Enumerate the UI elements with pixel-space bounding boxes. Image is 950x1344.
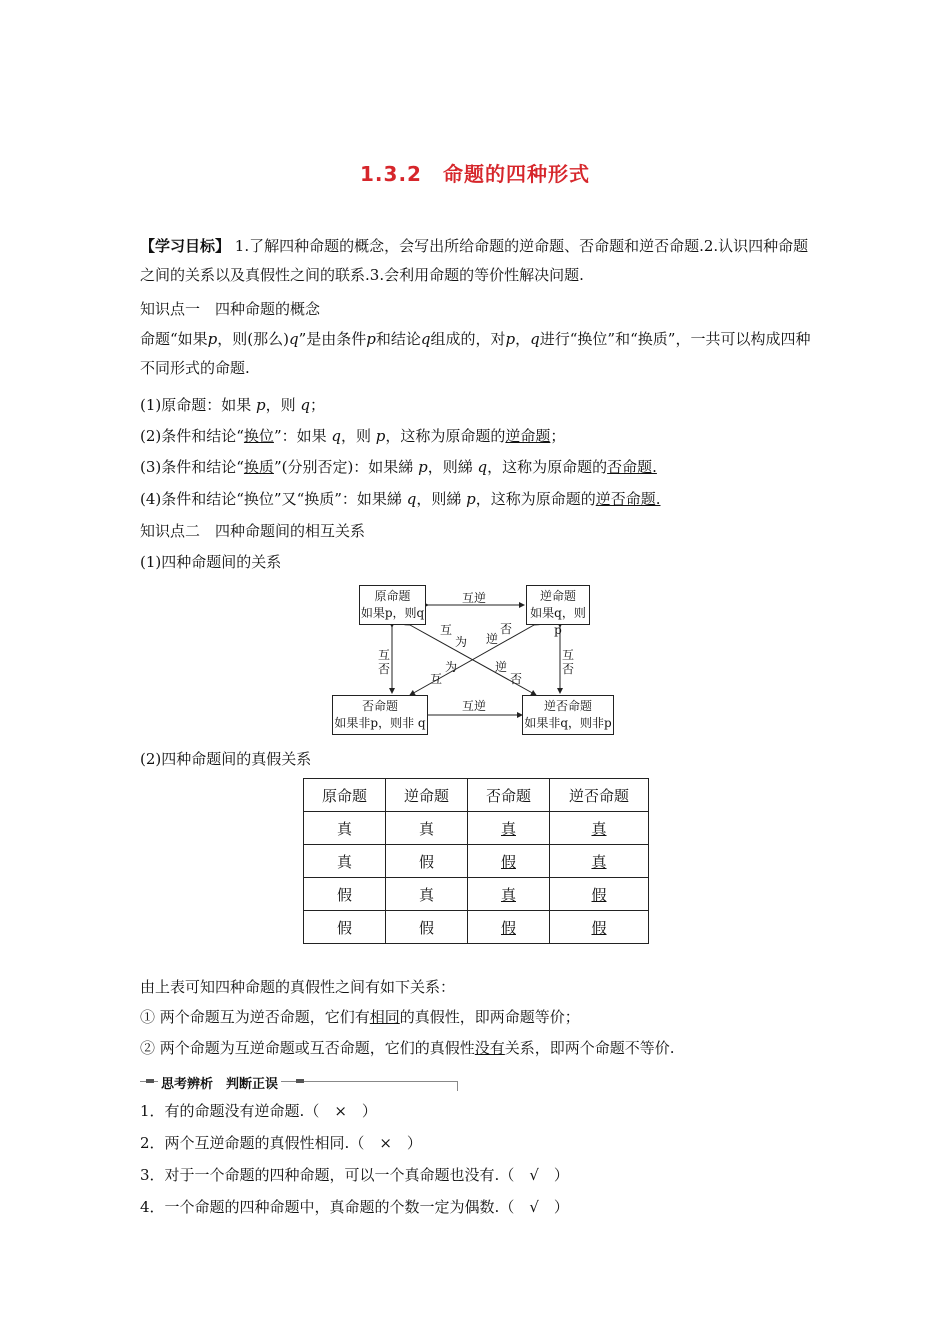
think-label: 思考辨析 判断正误 <box>158 1073 281 1092</box>
table-cell: 真 <box>304 812 386 845</box>
box-text: 如果q，则p <box>530 606 586 637</box>
item-text: ； <box>550 427 566 445</box>
table-cell: 假 <box>386 845 468 878</box>
intro-text: 和结论 <box>375 330 421 348</box>
item-text: ； <box>310 396 326 414</box>
var-q: q <box>530 330 540 348</box>
intro-text: 进行“换位”和“换质”，一共可以构成四种不同形式的命题. <box>140 330 811 377</box>
intro-text: 组成的，对 <box>430 330 506 348</box>
table-header-row <box>304 779 649 812</box>
intro-text: 命题“如果 <box>140 330 208 348</box>
learning-objectives <box>140 232 820 290</box>
item-text: ，则綈 <box>427 458 478 476</box>
table-header: 逆否命题 <box>550 779 649 812</box>
table-row <box>304 812 649 845</box>
intro-text: ”是由条件 <box>298 330 367 348</box>
objectives-text: 1.了解四种命题的概念，会写出所给命题的逆命题、否命题和逆否命题.2.认识四种命题之间的关系以及真假性之间的联系.3.会利用命题的等价性解决问题. <box>140 237 809 284</box>
think-item-4: 4．一个命题的四种命题中，真命题的个数一定为偶数.（ √ ） <box>140 1198 569 1216</box>
conclusion-2 <box>140 1036 675 1060</box>
box-title: 原命题 <box>374 589 411 603</box>
box-inverse <box>332 695 428 735</box>
think-item-3: 3．对于一个命题的四种命题，可以一个真命题也没有.（ √ ） <box>140 1166 569 1184</box>
table-header: 逆命题 <box>386 779 468 812</box>
var-p: p <box>207 330 218 348</box>
label-left: 互 <box>378 648 391 662</box>
kp1-intro <box>140 325 820 383</box>
table-cell-answer: 假 <box>591 918 607 937</box>
table-cell: 假 <box>304 878 386 911</box>
item-text: ，这称为原命题的 <box>487 458 608 476</box>
var: p <box>418 458 428 476</box>
conclusion-intro: 由上表可知四种命题的真假性之间有如下关系： <box>140 978 456 996</box>
table-cell-answer: 真 <box>591 819 607 838</box>
box-title: 否命题 <box>361 699 398 713</box>
box-contrapositive <box>522 695 614 735</box>
answer-blank: 逆否命题. <box>595 490 661 508</box>
bar-marker <box>296 1079 304 1083</box>
bar-marker <box>146 1079 154 1083</box>
page-title: 1.3.2 命题的四种形式 <box>360 162 590 186</box>
label-left: 否 <box>378 662 391 676</box>
answer-blank: 没有 <box>474 1039 505 1057</box>
var: p <box>375 427 386 445</box>
item-text: ，这称为原命题的 <box>385 427 506 445</box>
kp2-heading: 知识点二 四种命题间的相互关系 <box>140 522 366 540</box>
table-cell: 假 <box>304 911 386 944</box>
bar-cap <box>457 1081 458 1091</box>
conclusion-text: ① 两个命题互为逆否命题，它们有 <box>140 1008 370 1026</box>
item-text: (1)原命题：如果 <box>140 396 257 414</box>
box-converse <box>526 585 590 637</box>
label-diag: 互 <box>440 623 453 637</box>
label-diag: 互 <box>430 672 443 686</box>
table-row <box>304 911 649 944</box>
kp1-heading: 知识点一 四种命题的概念 <box>140 300 321 318</box>
var: p <box>466 490 476 508</box>
table-cell-answer: 真 <box>591 852 607 871</box>
label-diag: 逆 <box>486 632 499 646</box>
label-bottom: 互逆 <box>462 699 487 713</box>
var: p <box>256 396 266 414</box>
var: q <box>406 490 417 508</box>
table-cell: 真 <box>304 845 386 878</box>
think-item-1: 1．有的命题没有逆命题.（ × ） <box>140 1102 377 1120</box>
table-cell-answer: 假 <box>591 885 607 904</box>
answer-blank: 换位 <box>243 427 274 445</box>
conclusion-text: ② 两个命题为互逆命题或互否命题，它们的真假性 <box>140 1039 475 1057</box>
item-text: (4)条件和结论“换位”又“换质”：如果綈 <box>140 490 407 508</box>
label-diag: 为 <box>455 635 468 649</box>
answer-blank: 换质 <box>243 458 274 476</box>
intro-text: ，则(那么) <box>217 330 289 348</box>
label-diag: 否 <box>500 622 513 636</box>
table-cell: 真 <box>386 878 468 911</box>
kp2-sub2: (2)四种命题间的真假关系 <box>140 750 312 768</box>
item-text: (2)条件和结论“ <box>140 427 244 445</box>
item-text: ”(分别否定)：如果綈 <box>273 458 419 476</box>
label-diag: 逆 <box>495 660 508 674</box>
objectives-label: 【学习目标】 <box>140 237 231 255</box>
kp1-item-3 <box>140 455 657 479</box>
kp1-item-4 <box>140 487 661 511</box>
box-text: 如果非q，则非p <box>524 716 612 730</box>
answer-blank: 相同 <box>369 1008 400 1026</box>
table-cell-answer: 假 <box>500 852 516 871</box>
var: q <box>300 396 311 414</box>
item-text: (3)条件和结论“ <box>140 458 244 476</box>
box-original <box>359 585 426 625</box>
table-cell: 真 <box>386 812 468 845</box>
item-text: ”：如果 <box>273 427 332 445</box>
table-cell: 假 <box>386 911 468 944</box>
var-p: p <box>366 330 376 348</box>
think-section-bar <box>140 1073 458 1091</box>
label-diag: 为 <box>445 660 458 674</box>
var: q <box>477 458 488 476</box>
answer-blank: 否命题. <box>607 458 657 476</box>
label-diag: 否 <box>510 672 523 686</box>
table-row <box>304 878 649 911</box>
box-title: 逆命题 <box>539 589 576 603</box>
item-text: ，则 <box>340 427 376 445</box>
table-header: 原命题 <box>304 779 386 812</box>
var-p: p <box>505 330 516 348</box>
table-cell-answer: 真 <box>500 885 516 904</box>
item-text: ，这称为原命题的 <box>475 490 596 508</box>
conclusion-text: 的真假性，即两命题等价； <box>399 1008 580 1026</box>
table-row <box>304 845 649 878</box>
table-header: 否命题 <box>468 779 550 812</box>
label-right: 互 <box>562 648 575 662</box>
kp1-item-1 <box>140 393 325 417</box>
box-text: 如果非p，则非 q <box>334 716 426 730</box>
var-q: q <box>420 330 431 348</box>
label-right: 否 <box>562 662 575 676</box>
label-top: 互逆 <box>462 591 487 605</box>
var: q <box>331 427 341 445</box>
box-title: 逆否命题 <box>543 699 592 713</box>
table-cell-answer: 假 <box>500 918 516 937</box>
answer-blank: 逆命题 <box>505 427 551 445</box>
kp1-item-2 <box>140 424 565 448</box>
truth-table <box>303 778 649 944</box>
item-text: ，则 <box>265 396 301 414</box>
conclusion-text: 关系，即两个命题不等价. <box>504 1039 675 1057</box>
item-text: ，则綈 <box>416 490 467 508</box>
box-text: 如果p，则q <box>360 606 425 620</box>
conclusion-1 <box>140 1005 580 1029</box>
kp2-sub1: (1)四种命题间的关系 <box>140 553 282 571</box>
var-q: q <box>289 330 299 348</box>
relation-diagram <box>330 583 615 735</box>
intro-text: ， <box>515 330 531 348</box>
table-cell-answer: 真 <box>500 819 516 838</box>
think-item-2: 2．两个互逆命题的真假性相同.（ × ） <box>140 1134 422 1152</box>
